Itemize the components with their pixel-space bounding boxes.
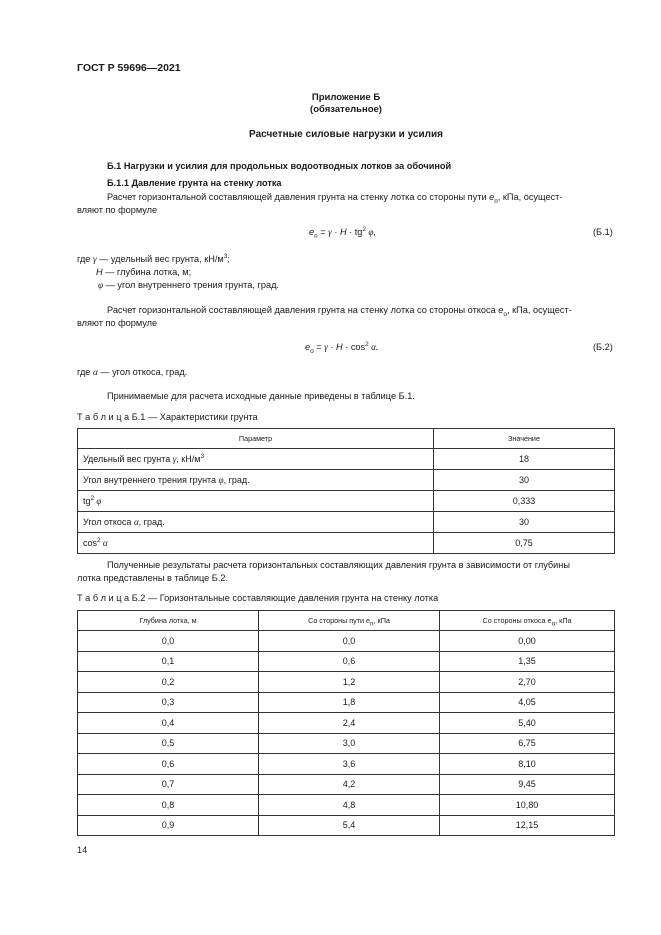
- table-row: [78, 815, 615, 836]
- table-row: [78, 631, 615, 652]
- table-2-depth: 0,3: [78, 692, 259, 713]
- table-row: [78, 774, 615, 795]
- table-row: [78, 449, 615, 470]
- table-2-caption: Т а б л и ц а Б.2 — Горизонтальные составляющие давления грунта на стенку лотка: [77, 593, 439, 603]
- table-2-track-side-value: 0,0: [259, 631, 440, 652]
- table-2-track-side-value: 1,8: [259, 692, 440, 713]
- paragraph-3: Принимаемые для расчета исходные данные приведены в таблице Б.1.: [107, 391, 415, 401]
- table-row: [78, 692, 615, 713]
- table-2-depth: 0,5: [78, 733, 259, 754]
- table-2-body: [78, 631, 615, 836]
- table-2-header-slope-side: Со стороны откоса $e_о$, кПа: [440, 611, 615, 631]
- formula-b1-number: (Б.1): [593, 227, 613, 237]
- table-2-track-side-value: 3,6: [259, 754, 440, 775]
- table-1-caption: Т а б л и ц а Б.1 — Характеристики грунта: [77, 412, 258, 422]
- table-2-depth: 0,4: [78, 713, 259, 734]
- table-1-value: 18: [434, 449, 615, 470]
- paragraph-1-line-2: вляют по формуле: [77, 205, 158, 215]
- table-2-slope-side-value: 4,05: [440, 692, 615, 713]
- table-2-slope-side-value: 12,15: [440, 815, 615, 836]
- table-row: [78, 672, 615, 693]
- formula-b2: $e_о = \gamma \cdot H \cdot \cos^2 \alpha$.: [305, 340, 379, 355]
- formula-b2-number: (Б.2): [593, 342, 613, 352]
- table-1: [77, 428, 615, 554]
- table-row: [78, 512, 615, 533]
- table-2-header-row: [78, 611, 615, 631]
- table-row: [78, 470, 615, 491]
- appendix-heading: Расчетные силовые нагрузки и усилия: [249, 129, 443, 140]
- table-1-header-param: Параметр: [78, 429, 434, 449]
- table-1-param: Угол внутреннего трения грунта φ, град.: [78, 470, 434, 491]
- table-1-param: Удельный вес грунта γ, $кН/м^3$: [78, 449, 434, 470]
- table-2: [77, 610, 615, 836]
- table-1-value: 30: [434, 512, 615, 533]
- table-2-header-track-side: Со стороны пути $e_п$, кПа: [259, 611, 440, 631]
- table-2-depth: 0,9: [78, 815, 259, 836]
- section-b11-title: Б.1.1 Давление грунта на стенку лотка: [107, 178, 282, 188]
- table-1-value: 0,75: [434, 533, 615, 554]
- table-1-value: 30: [434, 470, 615, 491]
- table-2-track-side-value: 5,4: [259, 815, 440, 836]
- where-line-3: φ — угол внутреннего трения грунта, град.: [98, 280, 279, 290]
- paragraph-2-line-1: Расчет горизонтальной составляющей давления грунта на стенку лотка со стороны откоса $e_о$, кПа, осущест-: [107, 305, 572, 318]
- table-row: [78, 713, 615, 734]
- paragraph-1-line-1: Расчет горизонтальной составляющей давления грунта на стенку лотка со стороны пути $e_п$, кПа, осущест-: [107, 192, 563, 205]
- table-2-slope-side-value: 10,80: [440, 795, 615, 816]
- table-2-header-depth: Глубина лотка, м: [78, 611, 259, 631]
- table-2-depth: 0,2: [78, 672, 259, 693]
- table-2-slope-side-value: 8,10: [440, 754, 615, 775]
- table-2-slope-side-value: 9,45: [440, 774, 615, 795]
- page-number: 14: [77, 845, 88, 855]
- table-row: [78, 491, 615, 512]
- appendix-title: Приложение Б: [311, 92, 381, 103]
- table-2-depth: 0,8: [78, 795, 259, 816]
- table-2-slope-side-value: 0,00: [440, 631, 615, 652]
- appendix-subtitle: (обязательное): [310, 104, 382, 115]
- table-2-track-side-value: 3,0: [259, 733, 440, 754]
- formula-b1: $e_п = \gamma \cdot H \cdot tg^2$ φ,: [309, 225, 376, 240]
- table-row: [78, 733, 615, 754]
- section-b1-title: Б.1 Нагрузки и усилия для продольных водоотводных лотков за обочиной: [107, 161, 452, 171]
- table-1-header-row: [78, 429, 615, 449]
- where2-line: где α — угол откоса, град.: [77, 367, 188, 377]
- table-2-depth: 0,7: [78, 774, 259, 795]
- paragraph-4-line-2: лотка представлены в таблице Б.2.: [77, 573, 229, 583]
- table-row: [78, 754, 615, 775]
- paragraph-2-line-2: вляют по формуле: [77, 318, 158, 328]
- table-2-depth: 0,6: [78, 754, 259, 775]
- table-2-slope-side-value: 1,35: [440, 651, 615, 672]
- table-2-slope-side-value: 2,70: [440, 672, 615, 693]
- table-row: [78, 795, 615, 816]
- table-1-param: $tg^2$ φ: [78, 491, 434, 512]
- table-1-param: $\cos^2 \alpha$: [78, 533, 434, 554]
- table-1-header-value: Значение: [434, 429, 615, 449]
- table-2-slope-side-value: 6,75: [440, 733, 615, 754]
- table-2-slope-side-value: 5,40: [440, 713, 615, 734]
- table-1-param: Угол откоса α, град.: [78, 512, 434, 533]
- document-id: ГОСТ Р 59696—2021: [77, 62, 181, 74]
- paragraph-4-line-1: Полученные результаты расчета горизонтальных составляющих давления грунта в зависимости от глубины: [107, 560, 570, 570]
- table-row: [78, 533, 615, 554]
- table-2-depth: 0,1: [78, 651, 259, 672]
- where-line-1: где γ — удельный вес грунта, $кН/м^3$;: [77, 252, 230, 264]
- table-2-depth: 0,0: [78, 631, 259, 652]
- table-row: [78, 651, 615, 672]
- table-2-track-side-value: 4,8: [259, 795, 440, 816]
- table-2-track-side-value: 4,2: [259, 774, 440, 795]
- table-1-value: 0,333: [434, 491, 615, 512]
- where-line-2: H — глубина лотка, м;: [96, 267, 192, 277]
- table-2-track-side-value: 2,4: [259, 713, 440, 734]
- table-2-track-side-value: 1,2: [259, 672, 440, 693]
- table-2-track-side-value: 0,6: [259, 651, 440, 672]
